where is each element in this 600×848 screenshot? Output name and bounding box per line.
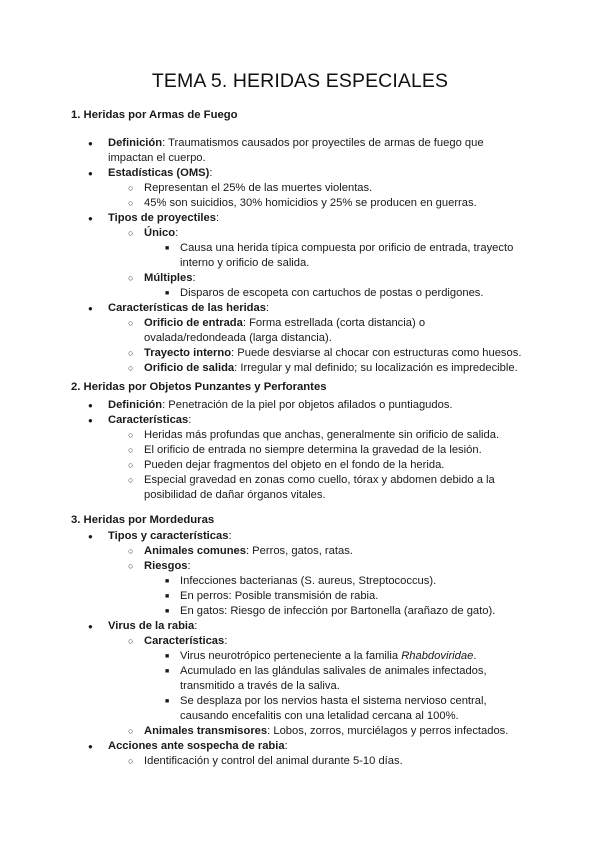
list-item (108, 316, 528, 346)
term-label: Animales transmisores (144, 725, 268, 737)
list-item (108, 559, 528, 574)
term-text: : (209, 167, 213, 179)
taxon-name: Rhabdoviridae (401, 650, 474, 662)
term-label: Características (144, 635, 225, 647)
term-text: : (192, 272, 196, 284)
term-label: Características (108, 414, 189, 426)
list-item: ■ Disparos de escopeta con cartuchos de postas o perdigones. (108, 286, 528, 301)
term-label: Tipos de proyectiles (108, 212, 216, 224)
term-label: Definición (108, 399, 163, 411)
list-item: ○ El orificio de entrada no siempre determina la gravedad de la lesión. (108, 443, 528, 458)
section-list-punzantes (88, 398, 528, 503)
term-text: : (215, 212, 220, 224)
list-item (88, 398, 528, 413)
term-text: : (175, 227, 179, 239)
list-item (88, 301, 528, 376)
list-item: ■ Acumulado en las glándulas salivales de animales infectados, transmitido a través de la saliva. (108, 664, 528, 694)
page-title: TEMA 5. HERIDAS ESPECIALES (151, 70, 449, 92)
term-label: Virus de la rabia (108, 620, 195, 632)
list-item (108, 649, 528, 664)
list-item (108, 346, 528, 361)
list-item (88, 739, 528, 769)
term-label: Único (144, 227, 176, 239)
list-item (88, 413, 528, 503)
section-list-mordeduras (88, 529, 528, 769)
item-text: . (473, 650, 477, 662)
term-label: Animales comunes (144, 545, 246, 557)
term-text: : (187, 560, 191, 572)
term-label: Características de las heridas (108, 302, 266, 314)
list-item: ○ Pueden dejar fragmentos del objeto en el fondo de la herida. (108, 458, 528, 473)
term-text: : (188, 414, 192, 426)
list-item: ■ Se desplaza por los nervios hasta el sistema nervioso central, causando encefalitis con una letalidad cercana al 100%. (108, 694, 528, 724)
term-text: : Puede desviarse al chocar con estructuras como huesos. (231, 347, 522, 359)
term-text: : Forma estrellada (corta distancia) o ovalada/redondeada (larga distancia). (144, 317, 426, 344)
list-item: ○ Especial gravedad en zonas como cuello, tórax y abdomen debido a la posibilidad de dañar órganos vitales. (108, 473, 528, 503)
item-text: Virus neurotrópico perteneciente a la familia (180, 650, 402, 662)
section-heading-punzantes: 2. Heridas por Objetos Punzantes y Perforantes (71, 381, 327, 393)
term-label: Múltiples (144, 272, 193, 284)
list-item: ○ Heridas más profundas que anchas, generalmente sin orificio de salida. (108, 428, 528, 443)
term-label: Orificio de salida (144, 362, 235, 374)
term-text: : Penetración de la piel por objetos afilados o puntiagudos. (162, 399, 453, 411)
term-text: : (194, 620, 198, 632)
list-item (108, 361, 528, 376)
list-item (88, 166, 528, 211)
term-label: Tipos y características (108, 530, 229, 542)
term-label: Estadísticas (OMS) (108, 167, 210, 179)
list-item (88, 619, 528, 739)
list-item: ■ Causa una herida típica compuesta por orificio de entrada, trayecto interno y orificio de salida. (108, 241, 528, 271)
term-text: : (224, 635, 228, 647)
section-heading-mordeduras: 3. Heridas por Mordeduras (71, 514, 215, 526)
section-list-armas-fuego (88, 136, 528, 376)
list-item (88, 136, 528, 166)
term-text: : (284, 740, 288, 752)
list-item (108, 634, 528, 649)
list-item (88, 529, 528, 619)
section-heading-armas-fuego: 1. Heridas por Armas de Fuego (71, 109, 238, 121)
list-item (108, 544, 528, 559)
list-item: ○ Representan el 25% de las muertes violentas. (108, 181, 528, 196)
list-item: ■ En perros: Posible transmisión de rabia. (108, 589, 528, 604)
term-label: Definición (108, 137, 163, 149)
list-item: ■ En gatos: Riesgo de infección por Bartonella (arañazo de gato). (108, 604, 528, 619)
term-text: : Irregular y mal definido; su localización es impredecible. (234, 362, 518, 374)
term-text: : Lobos, zorros, murciélagos y perros infectados. (267, 725, 509, 737)
list-item (108, 271, 528, 286)
list-item: ■ Infecciones bacterianas (S. aureus, Streptococcus). (108, 574, 528, 589)
term-text: : (228, 530, 232, 542)
term-text: : Perros, gatos, ratas. (245, 545, 353, 557)
list-item (108, 226, 528, 241)
term-text: : Traumatismos causados por proyectiles de armas de fuego que impactan el cuerpo. (108, 137, 484, 164)
term-label: Acciones ante sospecha de rabia (108, 740, 285, 752)
list-item: ○ 45% son suicidios, 30% homicidios y 25% se producen en guerras. (108, 196, 528, 211)
list-item (108, 724, 528, 739)
term-label: Orificio de entrada (144, 317, 243, 329)
term-label: Riesgos (144, 560, 188, 572)
term-text: : (265, 302, 270, 314)
list-item (88, 211, 528, 301)
term-label: Trayecto interno (144, 347, 232, 359)
list-item: ○ Identificación y control del animal durante 5-10 días. (108, 754, 528, 769)
